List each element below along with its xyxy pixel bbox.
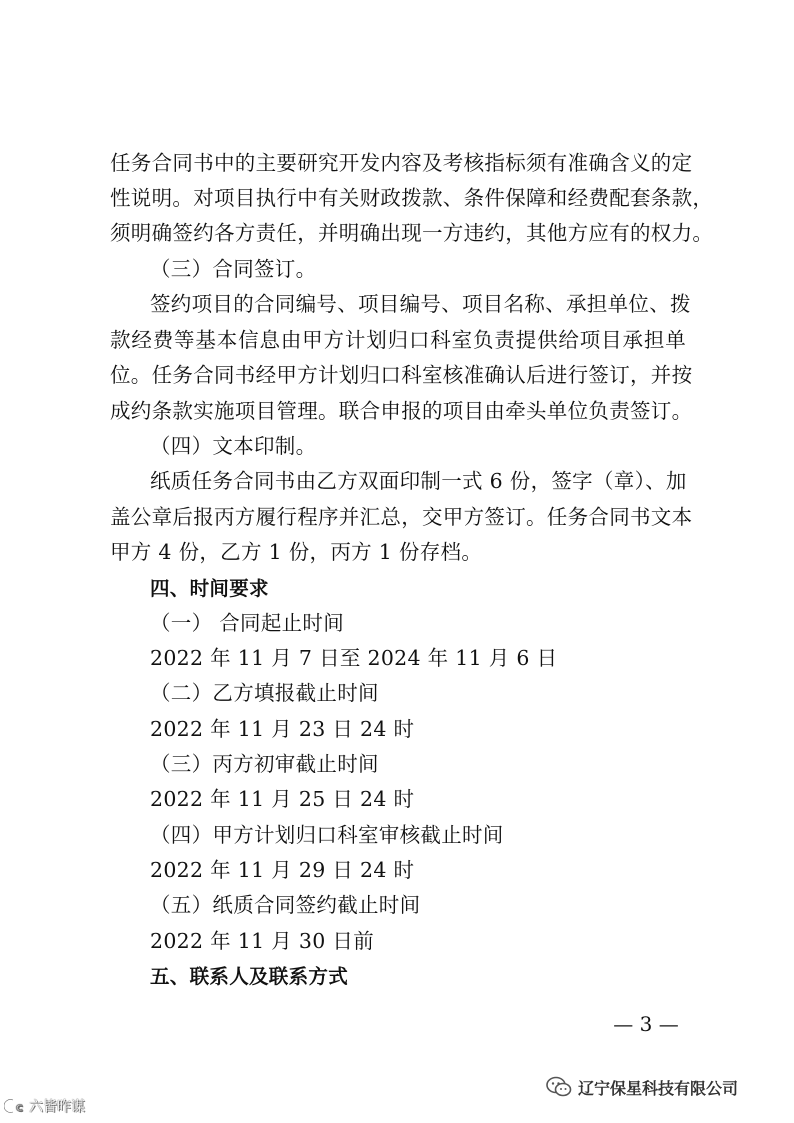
paragraph-line: 性说明。对项目执行中有关财政拨款、条件保障和经费配套条款， — [110, 186, 714, 210]
section-heading: （四）甲方计划归口科室审核截止时间 — [150, 823, 504, 847]
chapter-heading: 五、联系人及联系方式 — [150, 965, 349, 988]
section-heading: （五）纸质合同签约截止时间 — [150, 893, 421, 917]
page-number: — 3 — — [613, 1012, 679, 1036]
paragraph-line: 任务合同书中的主要研究开发内容及考核指标须有准确含义的定 — [110, 151, 693, 175]
paragraph-line: 款经费等基本信息由甲方计划归口科室负责提供给项目承担单 — [110, 328, 686, 352]
watermark-text: 辽宁保星科技有限公司 — [578, 1078, 739, 1098]
section-heading: （三）丙方初审截止时间 — [150, 752, 379, 776]
watermark-corner-text: 六皆昨谋 — [29, 1099, 85, 1115]
paragraph-line: 甲方 4 份，乙方 1 份，丙方 1 份存档。 — [110, 540, 483, 564]
section-heading: （三）合同签订。 — [150, 257, 317, 281]
chapter-heading: 四、时间要求 — [150, 577, 269, 600]
section-heading: （二）乙方填报截止时间 — [150, 681, 379, 705]
watermark-wechat — [546, 1072, 786, 1102]
paragraph-line: 须明确签约各方责任，并明确出现一方违约，其他方应有的权力。 — [110, 221, 714, 245]
section-heading: （一） 合同起止时间 — [150, 611, 345, 635]
watermark-logo-icon — [4, 1097, 26, 1115]
watermark-corner — [4, 1094, 85, 1118]
date-line: 2022 年 11 月 23 日 24 时 — [150, 717, 415, 741]
svg-text:C: C — [16, 1104, 23, 1114]
paragraph-line: 成约条款实施项目管理。联合申报的项目由牵头单位负责签订。 — [110, 399, 693, 423]
date-line: 2022 年 11 月 7 日至 2024 年 11 月 6 日 — [150, 646, 558, 670]
section-heading: （四）文本印制。 — [150, 434, 317, 458]
date-line: 2022 年 11 月 30 日前 — [150, 929, 375, 953]
wechat-icon — [546, 1076, 572, 1098]
paragraph-line: 签约项目的合同编号、项目编号、项目名称、承担单位、拨 — [150, 292, 691, 316]
paragraph-line: 位。任务合同书经甲方计划归口科室核准确认后进行签订，并按 — [110, 363, 693, 387]
paragraph-line: 纸质任务合同书由乙方双面印制一式 6 份，签字（章）、加 — [150, 469, 687, 493]
date-line: 2022 年 11 月 25 日 24 时 — [150, 787, 415, 811]
date-line: 2022 年 11 月 29 日 24 时 — [150, 858, 415, 882]
paragraph-line: 盖公章后报丙方履行程序并汇总，交甲方签订。任务合同书文本 — [110, 505, 693, 529]
